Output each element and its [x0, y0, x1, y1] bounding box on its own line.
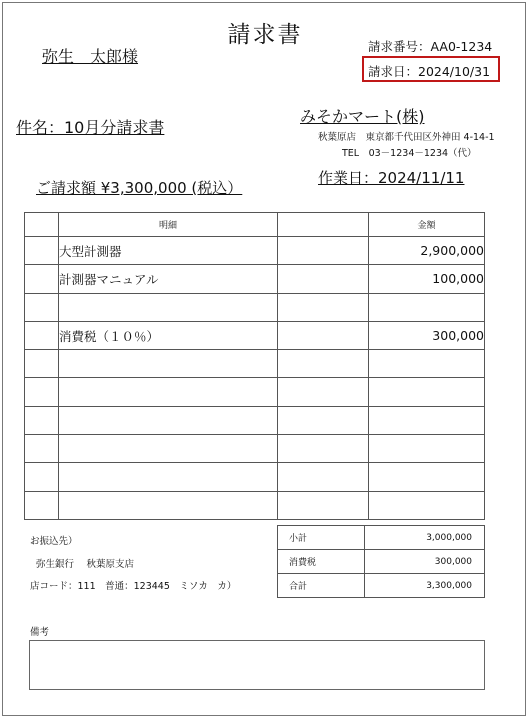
bank-branch: 弥生銀行 秋葉原支店 — [36, 559, 135, 570]
item-name — [59, 491, 278, 519]
table-row — [25, 237, 485, 265]
item-amount: 100,000 — [369, 265, 485, 293]
bank-heading: お振込先） — [30, 536, 78, 547]
item-amount: 2,900,000 — [369, 237, 485, 265]
item-name — [59, 293, 278, 321]
header-blank — [25, 213, 59, 237]
item-name — [59, 406, 278, 434]
subtotal-label: 小計 — [278, 526, 365, 550]
company-address: 秋葉原店 東京都千代田区外神田 4-14-1 — [318, 132, 495, 143]
header-blank-2 — [278, 213, 369, 237]
item-name: 計測器マニュアル — [59, 265, 278, 293]
header-amount: 金額 — [369, 213, 485, 237]
company-tel: TEL 03－1234－1234（代） — [342, 148, 477, 159]
item-amount: 300,000 — [369, 321, 485, 349]
invoice-number: 請求番号：AA0-1234 — [368, 39, 493, 54]
item-amount — [369, 491, 485, 519]
subject-line: 件名：10月分請求書 — [16, 118, 165, 137]
table-row — [25, 491, 485, 519]
items-table — [24, 212, 485, 520]
item-name — [59, 350, 278, 378]
total-label: 合計 — [278, 574, 365, 598]
header-item: 明細 — [59, 213, 278, 237]
summary-row — [278, 526, 485, 550]
table-row — [25, 293, 485, 321]
summary-row — [278, 574, 485, 598]
item-amount — [369, 378, 485, 406]
item-name: 大型計測器 — [59, 237, 278, 265]
item-amount — [369, 406, 485, 434]
item-amount — [369, 350, 485, 378]
item-name: 消費税（１０％） — [59, 321, 278, 349]
invoice-date: 請求日：2024/10/31 — [368, 64, 491, 79]
company-name: みそかマート(株) — [300, 107, 425, 126]
tax-value: 300,000 — [365, 550, 485, 574]
remarks-box[interactable] — [29, 640, 485, 690]
item-name — [59, 435, 278, 463]
table-row — [25, 406, 485, 434]
bank-account: 店コード：111 普通：123445 ミソカ カ） — [30, 581, 237, 592]
subtotal-value: 3,000,000 — [365, 526, 485, 550]
table-row — [25, 435, 485, 463]
customer-name: 弥生 太郎様 — [42, 47, 139, 66]
summary-table — [277, 525, 485, 598]
table-row — [25, 378, 485, 406]
amount-due: ご請求額 ¥3,300,000 (税込） — [36, 179, 243, 197]
tax-label: 消費税 — [278, 550, 365, 574]
item-name — [59, 463, 278, 491]
document-title: 請求書 — [227, 22, 303, 48]
item-name — [59, 378, 278, 406]
summary-row — [278, 550, 485, 574]
total-value: 3,300,000 — [365, 574, 485, 598]
remarks-label: 備考 — [30, 627, 50, 638]
table-row — [25, 350, 485, 378]
item-amount — [369, 435, 485, 463]
table-row — [25, 265, 485, 293]
item-amount — [369, 463, 485, 491]
work-date: 作業日：2024/11/11 — [318, 169, 465, 187]
table-row — [25, 463, 485, 491]
table-row — [25, 321, 485, 349]
item-amount — [369, 293, 485, 321]
table-header-row — [25, 213, 485, 237]
